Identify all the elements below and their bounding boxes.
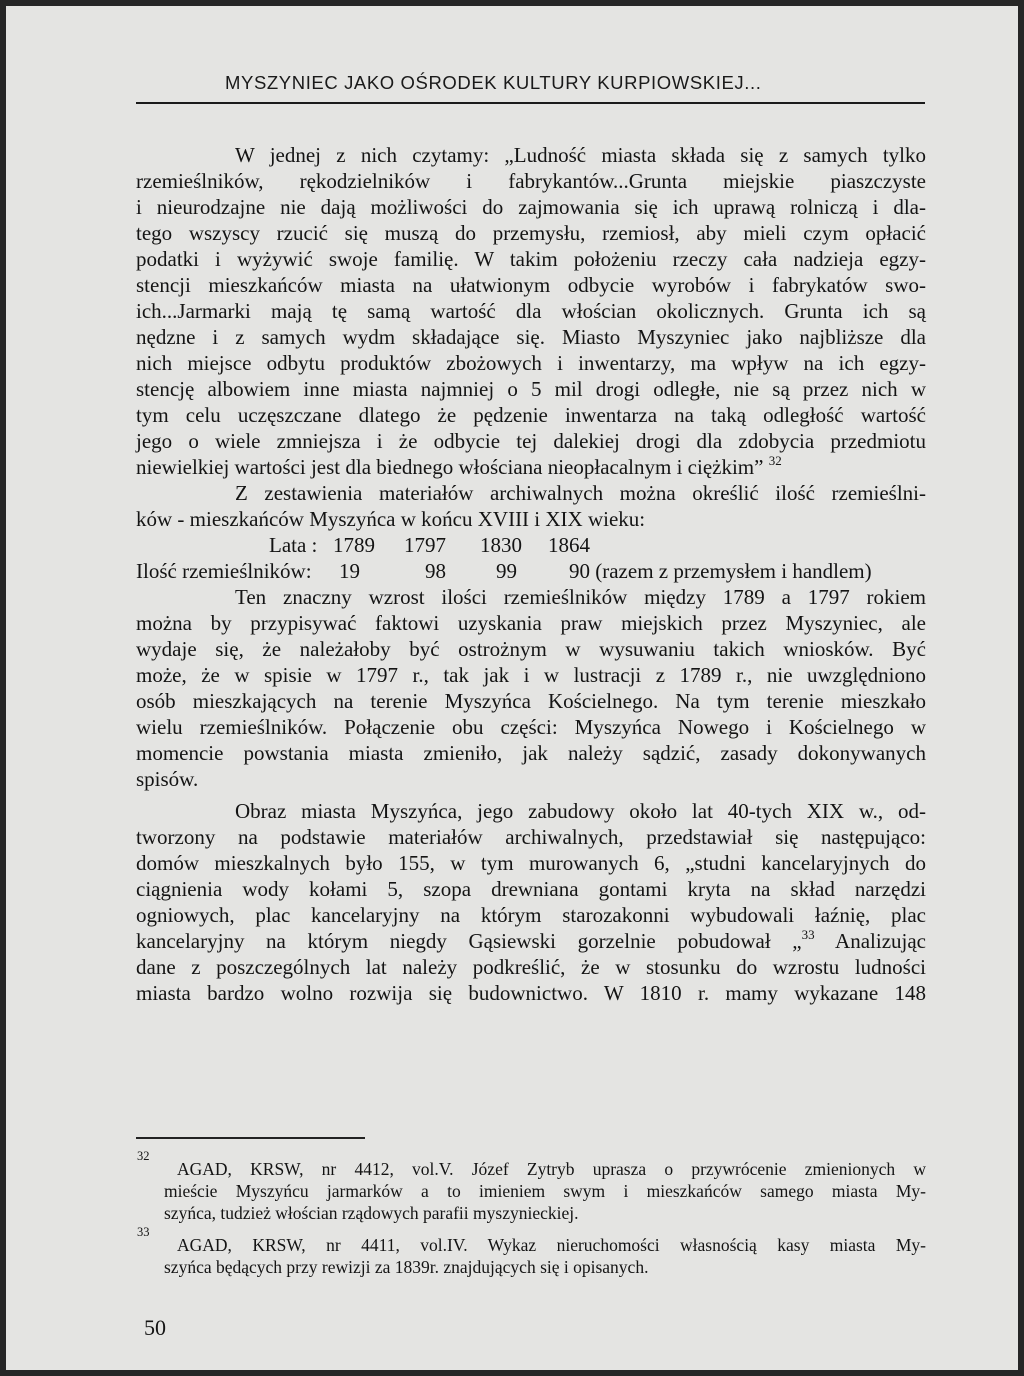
- body-line: tym celu uczęszczane dlatego że pędzenie inwentarza na taką odległość wartość: [136, 403, 926, 427]
- year-value: 1797: [404, 533, 446, 557]
- body-line: Ten znaczny wzrost ilości rzemieślników między 1789 a 1797 rokiem: [235, 585, 926, 609]
- body-line: tworzony na podstawie materiałów archiwalnych, przedstawiał się następująco:: [136, 825, 926, 849]
- count-value: 98: [425, 559, 446, 583]
- year-value: 1789: [333, 533, 375, 557]
- body-line-text: kancelaryjny na którym niegdy Gąsiewski gorzelnie pobudował „: [136, 929, 802, 953]
- footnote-number: 33: [137, 1225, 150, 1239]
- body-line: nich miejsce odbytu produktów zbożowych i inwentarzy, ma wpływ na ich egzy-: [136, 351, 926, 375]
- running-header: MYSZYNIEC JAKO OŚRODEK KULTURY KURPIOWSKIEJ...: [225, 72, 762, 93]
- body-line: miasta bardzo wolno rozwija się budownictwo. W 1810 r. mamy wykazane 148: [136, 981, 926, 1005]
- body-line-text: Analizując: [835, 929, 926, 953]
- count-label: Ilość rzemieślników:: [136, 559, 312, 583]
- body-line: osób mieszkających na terenie Myszyńca Kościelnego. Na tym terenie mieszkało: [136, 689, 926, 713]
- body-line: spisów.: [136, 767, 199, 791]
- footnote-ref[interactable]: 32: [768, 453, 782, 468]
- body-line: W jednej z nich czytamy: „Ludność miasta składa się z samych tylko: [235, 143, 926, 167]
- body-line: Z zestawienia materiałów archiwalnych można określić ilość rzemieślni-: [235, 481, 926, 505]
- body-line: ogniowych, plac kancelaryjny na którym starozakonni wybudowali łaźnię, plac: [136, 903, 926, 927]
- body-line: rzemieślników, rękodzielników i fabrykantów...Grunta miejskie piaszczyste: [136, 169, 926, 193]
- body-line: Obraz miasta Myszyńca, jego zabudowy około lat 40-tych XIX w., od-: [235, 799, 926, 823]
- body-line: momencie powstania miasta zmieniło, jak należy sądzić, zasady dokonywanych: [136, 741, 926, 765]
- body-line: jego o wiele zmniejsza i że odbycie tej dalekiej drogi dla zdobycia przedmiotu: [136, 429, 926, 453]
- body-line: tego wszyscy rzucić się muszą do przemysłu, rzemiosł, aby mieli czym opłacić: [136, 221, 926, 245]
- body-line-text: niewielkiej wartości jest dla biednego włościana nieopłacalnym i ciężkim”: [136, 455, 764, 479]
- body-line: domów mieszkalnych było 155, w tym murowanych 6, „studni kancelaryjnych do: [136, 851, 926, 875]
- body-line: i nieurodzajne nie dają możliwości do zajmowania się ich uprawą rolniczą i dla-: [136, 195, 926, 219]
- body-line: może, że w spisie w 1797 r., tak jak i w lustracji z 1789 r., nie uwzględniono: [136, 663, 926, 687]
- body-line: dane z poszczególnych lat należy podkreślić, że w stosunku do wzrostu ludności: [136, 955, 926, 979]
- header-rule: [136, 102, 925, 104]
- body-line-with-ref: [136, 928, 926, 954]
- body-line: stencję albowiem inne miasta najmniej o 5 mil drogi odległe, nie są przez nich w: [136, 377, 926, 401]
- footnote-line: AGAD, KRSW, nr 4412, vol.V. Józef Zytryb uprasza o przywrócenie zmienionych w: [177, 1159, 926, 1179]
- body-line: ich...Jarmarki mają tę samą wartość dla włościan okolicznych. Grunta ich są: [136, 299, 926, 323]
- count-value: 99: [496, 559, 517, 583]
- footnote-number: 32: [137, 1149, 150, 1163]
- year-value: 1864: [548, 533, 590, 557]
- footnote-line: mieście Myszyńcu jarmarków a to imieniem swym i mieszkańców samego miasta My-: [164, 1181, 926, 1201]
- body-line: ciągnienia wody kołami 5, szopa drewniana gontami kryta na skład narzędzi: [136, 877, 926, 901]
- footnote-ref[interactable]: 33: [801, 927, 815, 942]
- body-line: ków - mieszkańców Myszyńca w końcu XVIII i XIX wieku:: [136, 507, 646, 531]
- page-number: 50: [144, 1315, 166, 1340]
- footnote-line: AGAD, KRSW, nr 4411, vol.IV. Wykaz nieruchomości własnością kasy miasta My-: [177, 1235, 926, 1255]
- body-line-last: [136, 454, 926, 480]
- footnote-line: szyńca będących przy rewizji za 1839r. znajdujących się i opisanych.: [164, 1257, 649, 1277]
- footnote-line: szyńca, tudzież włościan rządowych parafii myszynieckiej.: [164, 1203, 579, 1223]
- count-value: 19: [339, 559, 360, 583]
- body-line: wydaje się, że należałoby być ostrożnym w wysuwaniu takich wniosków. Być: [136, 637, 926, 661]
- book-page: [6, 6, 1018, 1370]
- years-label: Lata :: [269, 533, 318, 557]
- body-line: stencji mieszkańców miasta na ułatwionym odbycie wyrobów i fabrykatów swo-: [136, 273, 926, 297]
- count-value: 90 (razem z przemysłem i handlem): [569, 559, 872, 583]
- footnote-rule: [136, 1137, 365, 1139]
- body-line: wielu rzemieślników. Połączenie obu części: Myszyńca Nowego i Kościelnego w: [136, 715, 926, 739]
- body-line: można by przypisywać faktowi uzyskania praw miejskich przez Myszyniec, ale: [136, 611, 926, 635]
- body-line: podatki i wyżywić swoje familię. W takim położeniu rzeczy cała nadzieja egzy-: [136, 247, 926, 271]
- year-value: 1830: [480, 533, 522, 557]
- body-line: nędzne i z samych wydm składające się. Miasto Myszyniec jako najbliższe dla: [136, 325, 926, 349]
